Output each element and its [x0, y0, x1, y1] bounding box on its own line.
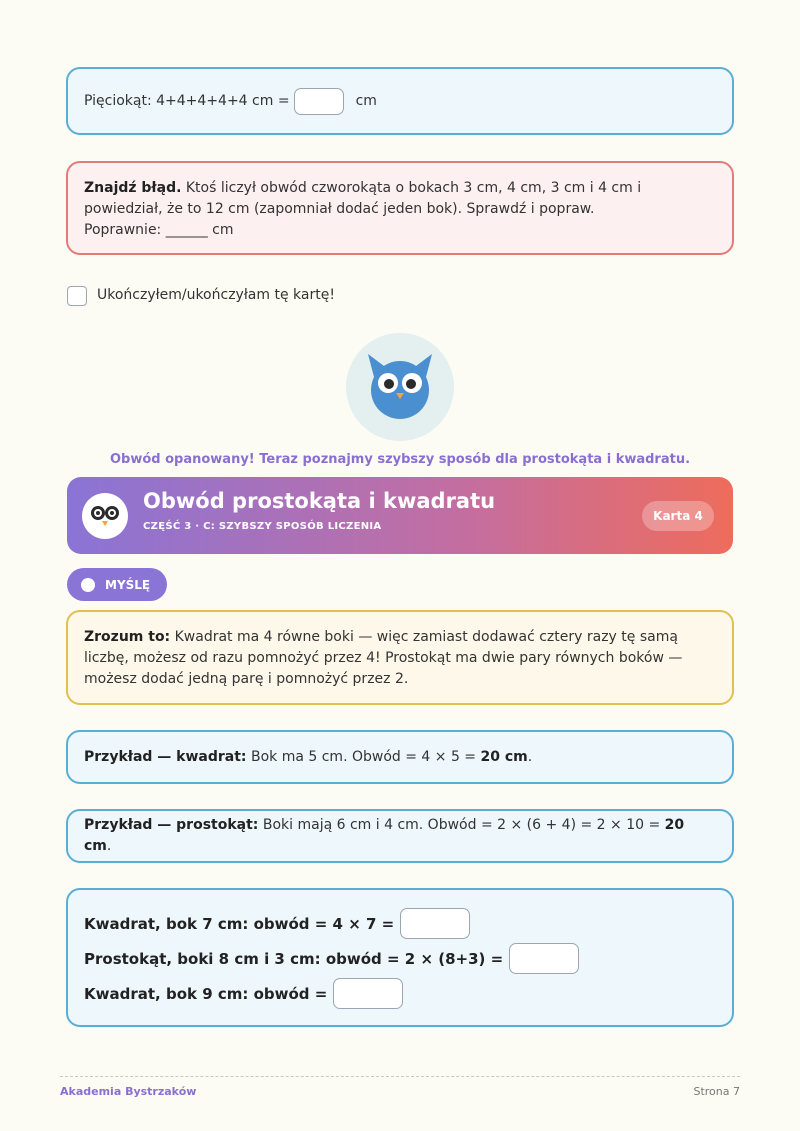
understand-text [84, 627, 716, 690]
example-square-box [66, 730, 734, 784]
find-error-title: Znajdź błąd. [84, 180, 182, 196]
completion-row [67, 285, 335, 306]
example-rect-title: Przykład — prostokąt: [84, 817, 259, 833]
dot-icon [81, 578, 95, 592]
example-square-body: Bok ma 5 cm. Obwód = 4 × 5 = [246, 748, 481, 765]
transition-text: Obwód opanowany! Teraz poznajmy szybszy sposób dla prostokąta i kwadratu. [109, 452, 691, 467]
footer-brand: Akademia Bystrzaków [60, 1085, 197, 1098]
header-avatar [82, 493, 128, 539]
example-square-end: . [527, 748, 533, 765]
example-rect-box [66, 809, 734, 863]
footer-divider [60, 1076, 740, 1077]
card-subtitle: CZĘŚĆ 3 · C: SZYBSZY SPOSÓB LICZENIA [143, 521, 382, 532]
exercise-label: Kwadrat, bok 7 cm: obwód = 4 × 7 = [84, 914, 395, 933]
think-badge [67, 568, 167, 601]
owl-icon [346, 333, 454, 441]
think-label: MYŚLĘ [105, 577, 151, 592]
pentagon-exercise-box [66, 67, 734, 135]
pentagon-answer-input[interactable] [294, 88, 344, 115]
exercise-label: Prostokąt, boki 8 cm i 3 cm: obwód = 2 × (8+3) = [84, 949, 504, 968]
completion-checkbox[interactable] [67, 286, 87, 306]
exercise-answer-input[interactable] [333, 978, 403, 1009]
footer-page-number: Strona 7 [693, 1085, 740, 1098]
find-error-body: Ktoś liczył obwód czworokąta o bokach 3 cm, 4 cm, 3 cm i 4 cm i powiedział, że to 12 cm (zapomniał dodać jeden bok). Sprawdź i popraw. [84, 180, 642, 217]
find-error-text [84, 178, 716, 220]
card-badge: Karta 4 [642, 501, 714, 531]
example-rect-body: Boki mają 6 cm i 4 cm. Obwód = 2 × (6 + 4) = 2 × 10 = [258, 817, 665, 833]
understand-body: Kwadrat ma 4 równe boki — więc zamiast dodawać cztery razy tę samą liczbę, możesz od razu pomnożyć przez 4! Prostokąt ma dwie pary równych boków — możesz dodać jedną parę i pomnożyć przez 2. [84, 629, 683, 687]
example-rect-result: 20 cm [84, 817, 685, 854]
understand-box [66, 610, 734, 705]
find-error-correct-line: Poprawnie: ______ cm [84, 222, 234, 238]
example-rect-end: . [106, 838, 112, 854]
exercise-row [84, 976, 716, 1011]
example-square-title: Przykład — kwadrat: [84, 748, 247, 765]
understand-title: Zrozum to: [84, 629, 171, 645]
exercise-answer-input[interactable] [400, 908, 470, 939]
owl-face-icon [82, 493, 128, 539]
exercise-answer-input[interactable] [509, 943, 579, 974]
card-title: Obwód prostokąta i kwadratu [143, 489, 496, 513]
find-error-box [66, 161, 734, 255]
example-square-result: 20 cm [480, 748, 528, 765]
exercise-label: Kwadrat, bok 9 cm: obwód = [84, 984, 328, 1003]
pentagon-unit: cm [355, 92, 377, 109]
exercise-row [84, 906, 716, 941]
owl-mascot [346, 333, 454, 441]
pentagon-label: Pięciokąt: 4+4+4+4+4 cm = [84, 92, 290, 109]
exercises-box [66, 888, 734, 1027]
completion-label: Ukończyłem/ukończyłam tę kartę! [97, 287, 335, 303]
example-square-text [84, 747, 532, 768]
card-header [67, 477, 733, 554]
exercise-row [84, 941, 716, 976]
example-rect-text [84, 815, 716, 857]
